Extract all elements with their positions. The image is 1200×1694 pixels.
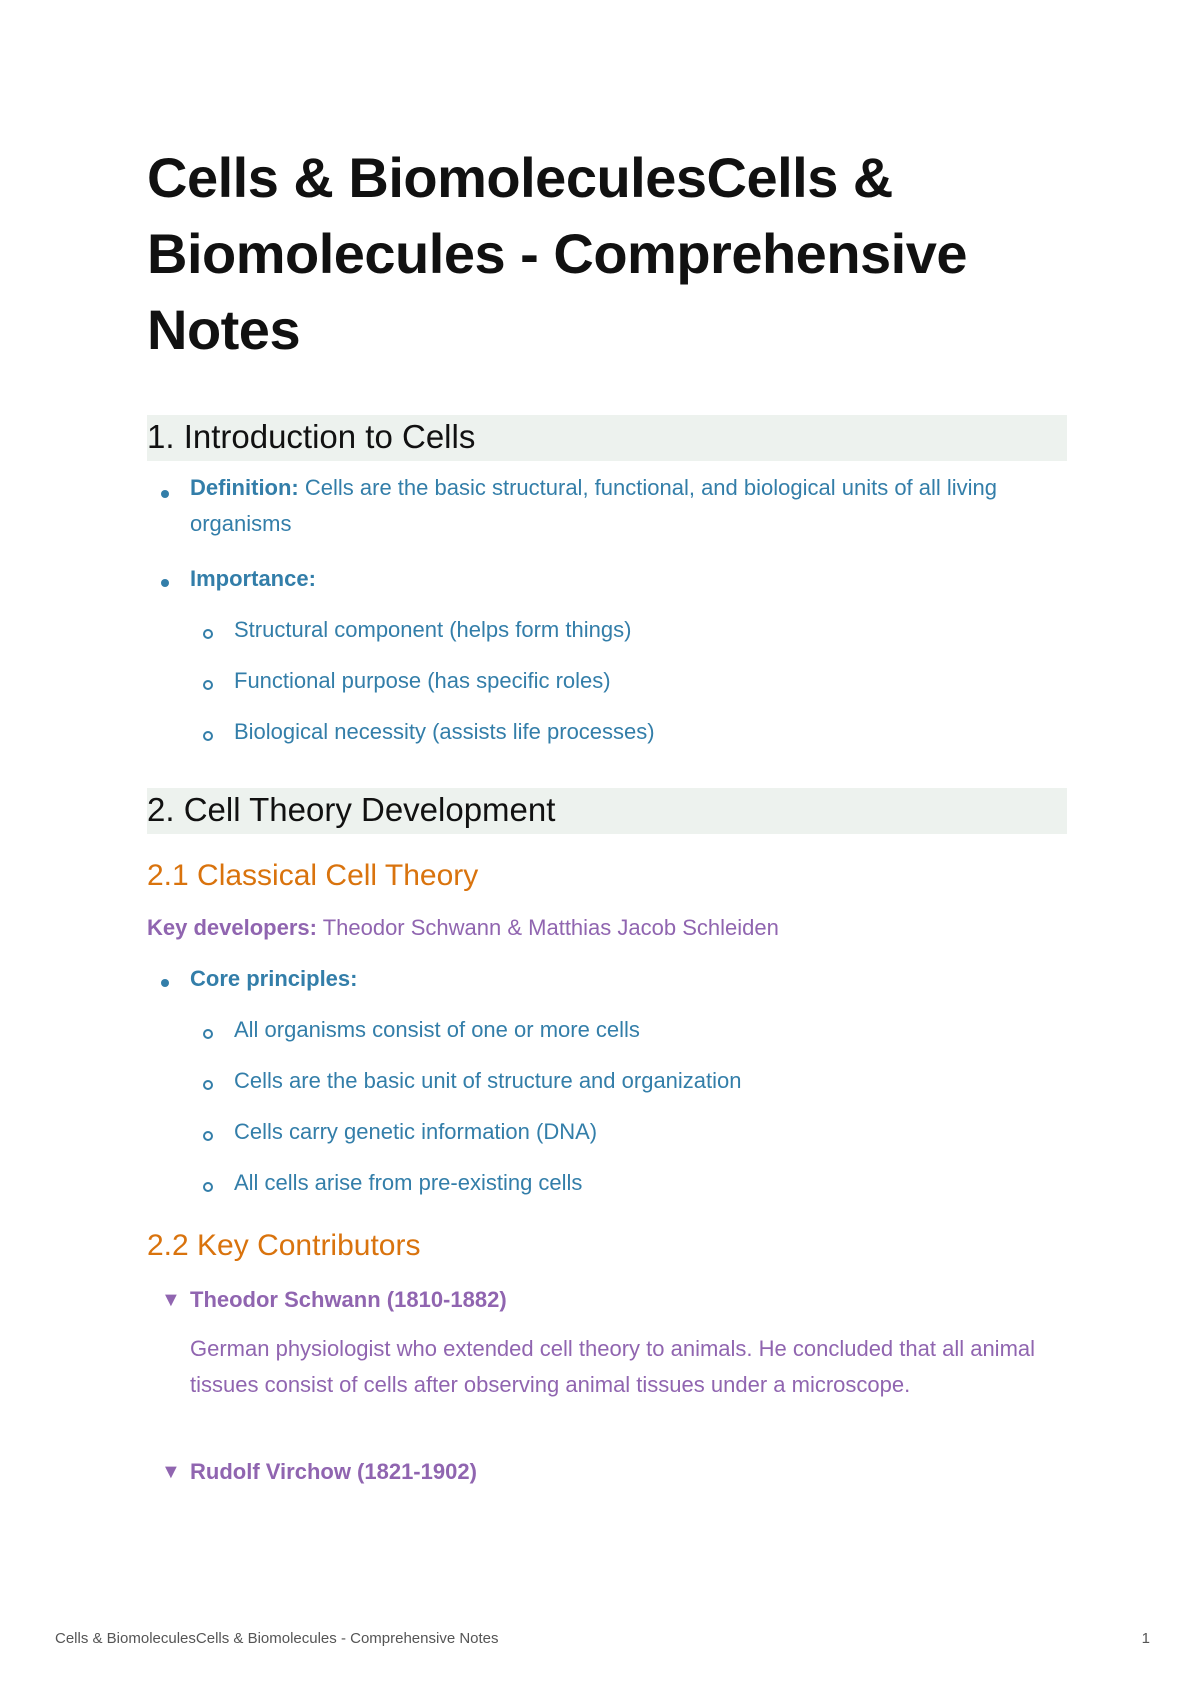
sub-bullet-ring bbox=[203, 629, 213, 639]
page-number: 1 bbox=[1141, 1630, 1150, 1647]
core-principles-label: Core principles: bbox=[190, 966, 358, 991]
toggle-body-schwann: German physiologist who extended cell theory to animals. He concluded that all animal tissues consist of cells after observing animal tissues under a microscope. bbox=[190, 1336, 1036, 1397]
list-item: Cells carry genetic information (DNA) bbox=[234, 1119, 598, 1144]
sub-bullet-ring bbox=[203, 1131, 213, 1141]
bullet-dot bbox=[161, 579, 169, 587]
list-item: Functional purpose (has specific roles) bbox=[234, 668, 611, 693]
bullet-dot bbox=[161, 979, 169, 987]
importance-label: Importance: bbox=[190, 566, 316, 591]
subsection-heading-classical: 2.1 Classical Cell Theory bbox=[147, 859, 479, 892]
sub-bullet-ring bbox=[203, 1182, 213, 1192]
definition-label: Definition: bbox=[190, 475, 299, 500]
toggle-triangle-icon[interactable]: ▼ bbox=[161, 1461, 181, 1483]
toggle-schwann[interactable] bbox=[190, 1282, 507, 1318]
sub-bullet-ring bbox=[203, 1080, 213, 1090]
key-developers-label: Key developers: bbox=[147, 915, 317, 940]
importance-item bbox=[190, 561, 316, 597]
page-title: Cells & BiomoleculesCells & Biomolecules - Comprehensive Notes bbox=[147, 146, 968, 361]
document-page bbox=[147, 140, 1067, 1484]
bullet-dot bbox=[161, 490, 169, 498]
toggle-label: Theodor Schwann (1810-1882) bbox=[190, 1287, 507, 1312]
toggle-triangle-icon[interactable]: ▼ bbox=[161, 1289, 181, 1311]
list-item: All organisms consist of one or more cells bbox=[234, 1017, 640, 1042]
list-item: All cells arise from pre-existing cells bbox=[234, 1170, 583, 1195]
subsection-heading-contributors: 2.2 Key Contributors bbox=[147, 1229, 421, 1262]
sub-bullet-ring bbox=[203, 1029, 213, 1039]
section-heading-introduction: 1. Introduction to Cells bbox=[147, 415, 1067, 461]
key-developers-text: Theodor Schwann & Matthias Jacob Schleiden bbox=[322, 915, 779, 940]
key-developers-line bbox=[147, 910, 779, 946]
list-item: Structural component (helps form things) bbox=[234, 617, 632, 642]
section-heading-cell-theory: 2. Cell Theory Development bbox=[147, 788, 1067, 834]
list-item: Biological necessity (assists life processes) bbox=[234, 719, 655, 744]
toggle-label: Rudolf Virchow (1821-1902) bbox=[190, 1459, 477, 1484]
sub-bullet-ring bbox=[203, 680, 213, 690]
list-item: Cells are the basic unit of structure and organization bbox=[234, 1068, 742, 1093]
toggle-virchow[interactable] bbox=[190, 1454, 477, 1490]
footer-title: Cells & BiomoleculesCells & Biomolecules - Comprehensive Notes bbox=[55, 1630, 499, 1647]
definition-text: Cells are the basic structural, functional, and biological units of all living organisms bbox=[190, 475, 998, 536]
definition-item bbox=[190, 470, 1067, 542]
sub-bullet-ring bbox=[203, 731, 213, 741]
core-principles-item bbox=[190, 961, 357, 997]
